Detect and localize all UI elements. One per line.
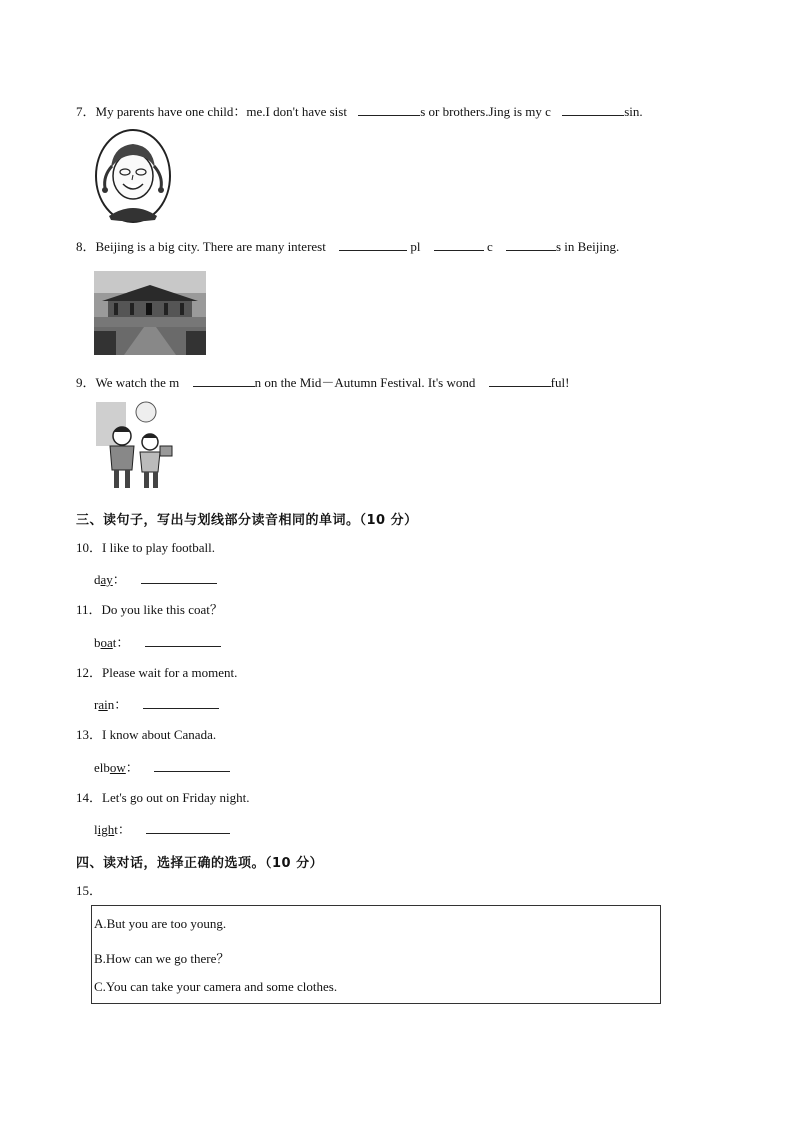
section-3-heading: 三、读句子，写出与划线部分读音相同的单词。（10 分） [76,513,418,528]
question-11 [76,602,223,618]
question-number: 10． [76,540,103,555]
answer-blank[interactable] [141,571,217,584]
question-14 [76,790,250,806]
question-text: n on the Mid－Autumn Festival. It's wond [254,375,476,390]
key-word: light [94,822,118,837]
question-number: 8． [76,239,96,254]
key-word: day [94,572,113,587]
answer-blank[interactable] [339,238,407,251]
option-b[interactable]: B.How can we go there？ [94,951,230,966]
question-text: I know about Canada. [102,727,217,742]
question-number: 11． [76,602,102,617]
answer-blank[interactable] [506,238,556,251]
question-8 [76,238,619,255]
key-word: boat [94,635,117,650]
question-number: 14． [76,790,103,805]
question-13-word-row: elbow： [94,759,230,776]
question-text: Let's go out on Friday night. [102,790,250,805]
question-12-word-row: rain： [94,696,219,713]
question-text: Do you like this coat？ [101,602,223,617]
answer-blank[interactable] [358,103,420,116]
question-9 [76,374,569,391]
children-moon-image [94,400,176,495]
question-number: 9． [76,375,96,390]
question-11-word-row: boat： [94,634,221,651]
question-number: 15． [76,883,103,898]
key-word: elbow [94,760,126,775]
answer-blank[interactable] [193,374,255,387]
question-text: Beijing is a big city. There are many interest [95,239,326,254]
question-text: I like to play football. [102,540,216,555]
option-c[interactable]: C.You can take your camera and some clothes. [94,979,338,994]
question-number: 7． [76,104,96,119]
section-4-heading: 四、读对话，选择正确的选项。（10 分） [76,856,324,871]
question-text: Please wait for a moment. [102,665,238,680]
question-text: s in Beijing. [556,239,620,254]
question-15 [76,883,102,899]
question-13 [76,727,216,743]
question-10-word-row: day： [94,571,217,588]
question-text: sin. [624,104,643,119]
option-a[interactable]: A.But you are too young. [94,916,227,931]
question-7 [76,103,643,120]
question-10 [76,540,215,556]
answer-blank[interactable] [562,103,624,116]
options-box [91,905,661,1004]
answer-blank[interactable] [143,696,219,709]
answer-blank[interactable] [489,374,551,387]
key-word: rain [94,697,115,712]
answer-blank[interactable] [145,634,221,647]
question-text: My parents have one child：me.I don't have sist [95,104,347,119]
question-text: We watch the m [95,375,180,390]
question-14-word-row: light： [94,821,230,838]
question-text: c [486,239,493,254]
question-text: ful! [550,375,570,390]
answer-blank[interactable] [154,759,230,772]
question-12 [76,665,237,681]
answer-blank[interactable] [146,821,230,834]
palace-photo-image [94,271,206,355]
question-number: 13． [76,727,103,742]
girl-portrait-image [93,128,173,224]
answer-blank[interactable] [434,238,484,251]
question-text: pl [410,239,421,254]
question-text: s or brothers.Jing is my c [420,104,551,119]
question-number: 12． [76,665,103,680]
